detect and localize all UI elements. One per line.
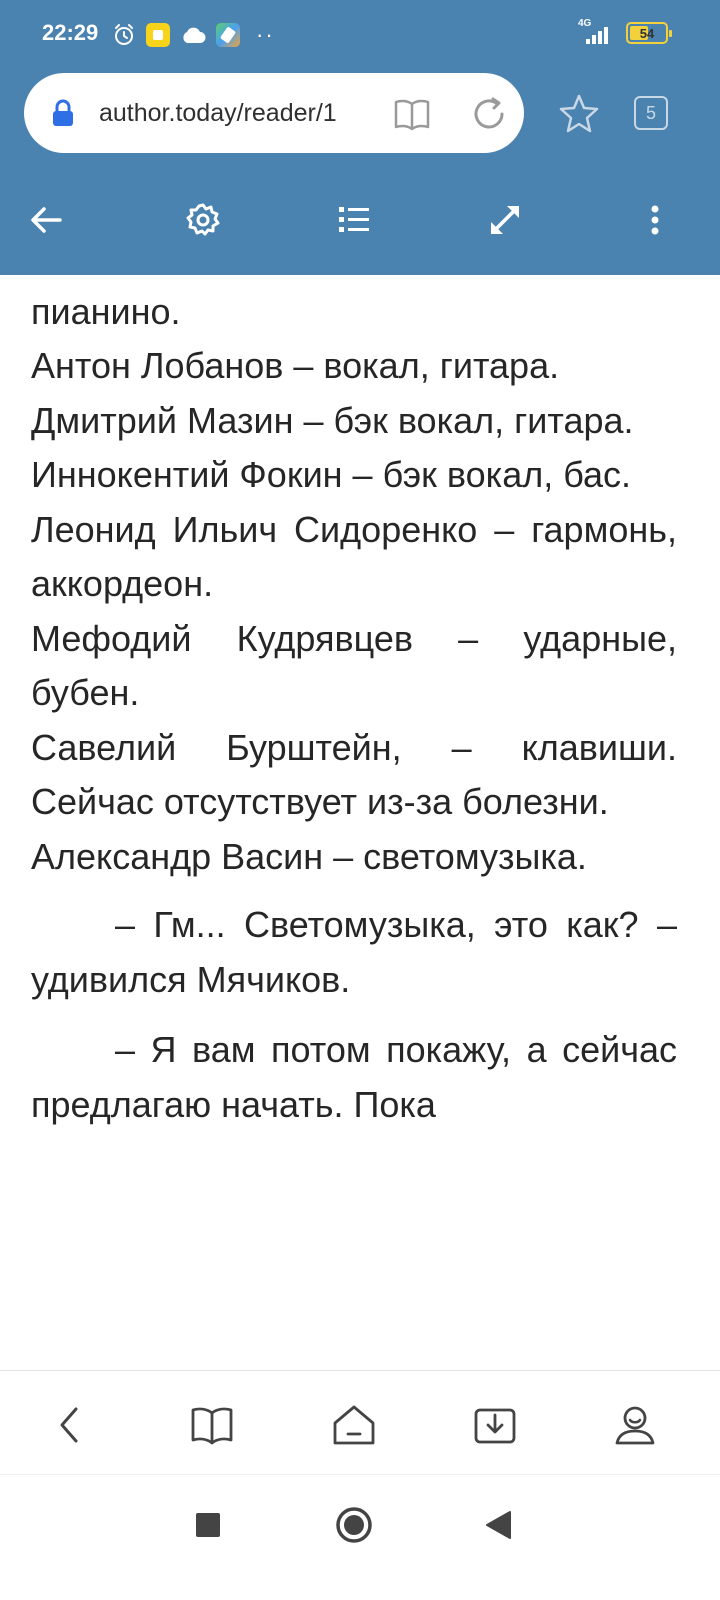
back-triangle-icon [482,1509,514,1541]
status-bar [0,0,720,70]
system-back-button[interactable] [476,1503,520,1547]
tabs-counter[interactable]: 5 [634,96,668,130]
recent-apps-icon [194,1511,222,1539]
more-options-button[interactable] [633,198,677,242]
paragraph: Леонид Ильич Сидоренко – гармонь, аккордеон. [31,508,677,604]
downloads-button[interactable] [471,1401,519,1449]
downloads-icon [473,1403,517,1447]
bookmarks-button[interactable] [188,1401,236,1449]
paragraph: пианино. [31,290,181,332]
battery-level: 54 [639,25,655,41]
profile-icon [613,1403,657,1447]
settings-button[interactable] [181,198,225,242]
reader-mode-icon[interactable] [392,94,432,134]
back-arrow-button[interactable] [24,198,68,242]
note-app-icon [146,23,170,47]
paragraph: Иннокентий Фокин – бэк вокал, бас. [31,454,632,495]
lock-icon[interactable] [52,99,74,127]
paragraph: Мефодий Кудрявцев – ударные, бубен. [31,617,677,713]
bookmarks-book-icon [190,1403,234,1447]
system-nav-bar [0,1474,720,1600]
browser-bottom-nav [0,1370,720,1474]
more-vert-icon [637,202,673,238]
status-system-icons [578,20,668,46]
home-circle-icon [334,1505,374,1545]
bookmark-star-icon[interactable] [558,92,600,134]
paragraph: Савелий Бурштейн, – клавиши. Сейчас отсутствует из-за болезни. [31,726,677,822]
home-icon [331,1403,377,1447]
home-button[interactable] [330,1401,378,1449]
reader-toolbar [0,180,720,260]
dialogue-paragraph: – Я вам потом покажу, а сейчас предлагаю начать. Пока [31,1029,677,1125]
network-type-label: 4G [578,18,592,29]
browser-header [0,0,720,275]
reload-icon[interactable] [469,94,509,134]
nav-back-icon [50,1405,90,1445]
app-icon [216,23,240,47]
fullscreen-button[interactable] [483,198,527,242]
book-text [31,230,677,1132]
nav-back-button[interactable] [46,1401,94,1449]
settings-gear-icon [185,202,221,238]
paragraph: Александр Васин – светомузыка. [31,835,587,877]
cloud-icon [180,26,206,44]
paragraph: Дмитрий Мазин – бэк вокал, гитара. [31,399,634,441]
paragraph: Антон Лобанов – вокал, гитара. [31,345,560,386]
reader-content[interactable] [0,275,720,1370]
home-circle-button[interactable] [332,1503,376,1547]
table-of-contents-icon [336,202,372,238]
signal-icon [578,20,616,46]
dialogue-paragraph: – Гм... Светомузыка, это как? – удивился Мячиков. [31,904,677,1000]
fullscreen-icon [487,202,523,238]
recent-apps-button[interactable] [186,1503,230,1547]
alarm-icon [112,23,136,47]
url-text[interactable]: author.today/reader/1 [99,99,337,127]
battery-icon [626,22,668,44]
address-bar[interactable] [24,73,524,153]
status-time: 22:29 [42,20,99,45]
status-notification-icons [112,21,275,49]
more-notifications-icon: ·· [256,22,275,47]
back-arrow-icon [28,202,64,238]
table-of-contents-button[interactable] [332,198,376,242]
profile-button[interactable] [611,1401,659,1449]
